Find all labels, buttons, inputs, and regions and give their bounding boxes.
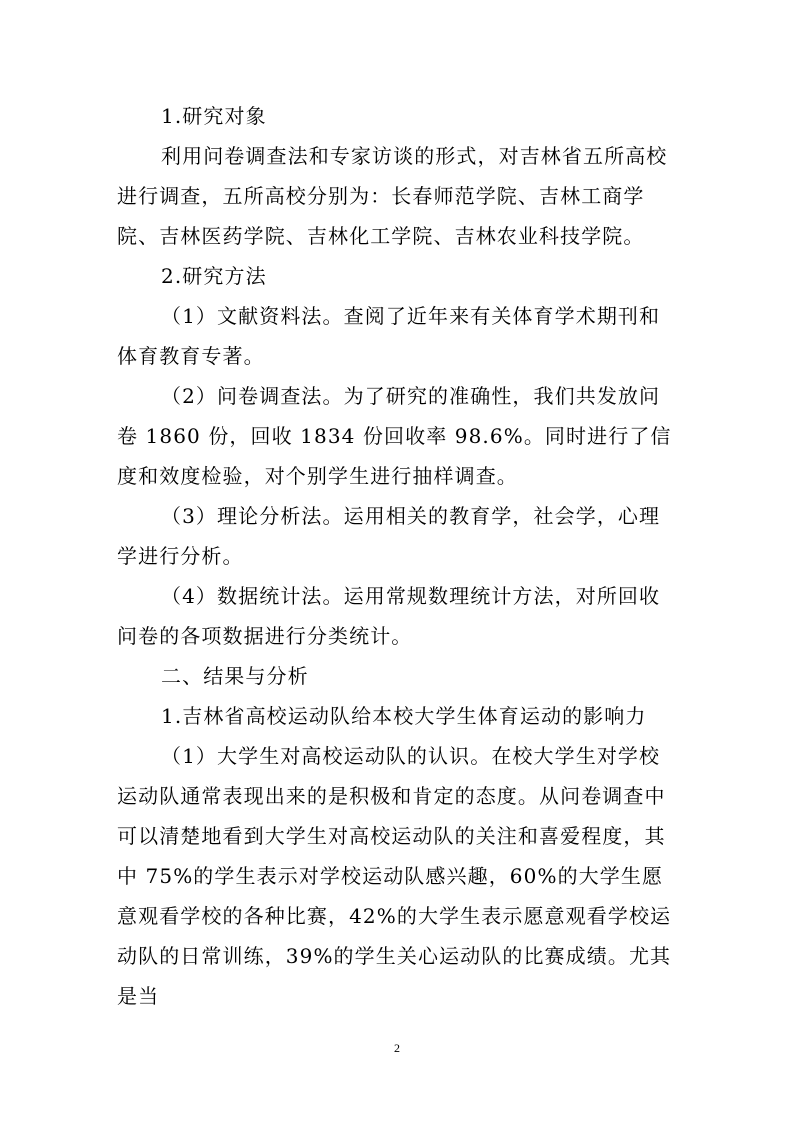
section-heading-research-object: 1.研究对象 xyxy=(161,104,267,128)
paragraph-questionnaire-method: （2）问卷调查法。为了研究的准确性，我们共发放问卷 1860 份，回收 1834 份回收率 98.6%。同时进行了信度和效度检验，对个别学生进行抽样调查。 xyxy=(117,384,672,488)
section-heading-research-method: 2.研究方法 xyxy=(161,264,267,288)
paragraph-literature-method: （1）文献资料法。查阅了近年来有关体育学术期刊和体育教育专著。 xyxy=(117,304,661,368)
page-number: 2 xyxy=(394,1041,400,1055)
paragraph-statistics-method: （4）数据统计法。运用常规数理统计方法，对所回收问卷的各项数据进行分类统计。 xyxy=(117,584,661,648)
paragraph-student-awareness: （1）大学生对高校运动队的认识。在校大学生对学校运动队通常表现出来的是积极和肯定的态度。从问卷调查中可以清楚地看到大学生对高校运动队的关注和喜爱程度，其中 75%的学生表示对学校运动队感兴趣，60%的大学生愿意观看学校的各种比赛，42%的大学生表示愿意观看学校运动队的日常训练，39%的学生关心运动队的比赛成绩。尤其是当 xyxy=(117,744,672,1008)
body-text xyxy=(117,96,675,1016)
subsection-heading-influence: 1.吉林省高校运动队给本校大学生体育运动的影响力 xyxy=(161,704,647,728)
paragraph-theory-method: （3）理论分析法。运用相关的教育学，社会学，心理学进行分析。 xyxy=(117,504,661,568)
section-heading-results: 二、结果与分析 xyxy=(161,664,309,688)
paragraph-research-object: 利用问卷调查法和专家访谈的形式，对吉林省五所高校进行调查，五所高校分别为：长春师范学院、吉林工商学院、吉林医药学院、吉林化工学院、吉林农业科技学院。 xyxy=(117,144,668,248)
